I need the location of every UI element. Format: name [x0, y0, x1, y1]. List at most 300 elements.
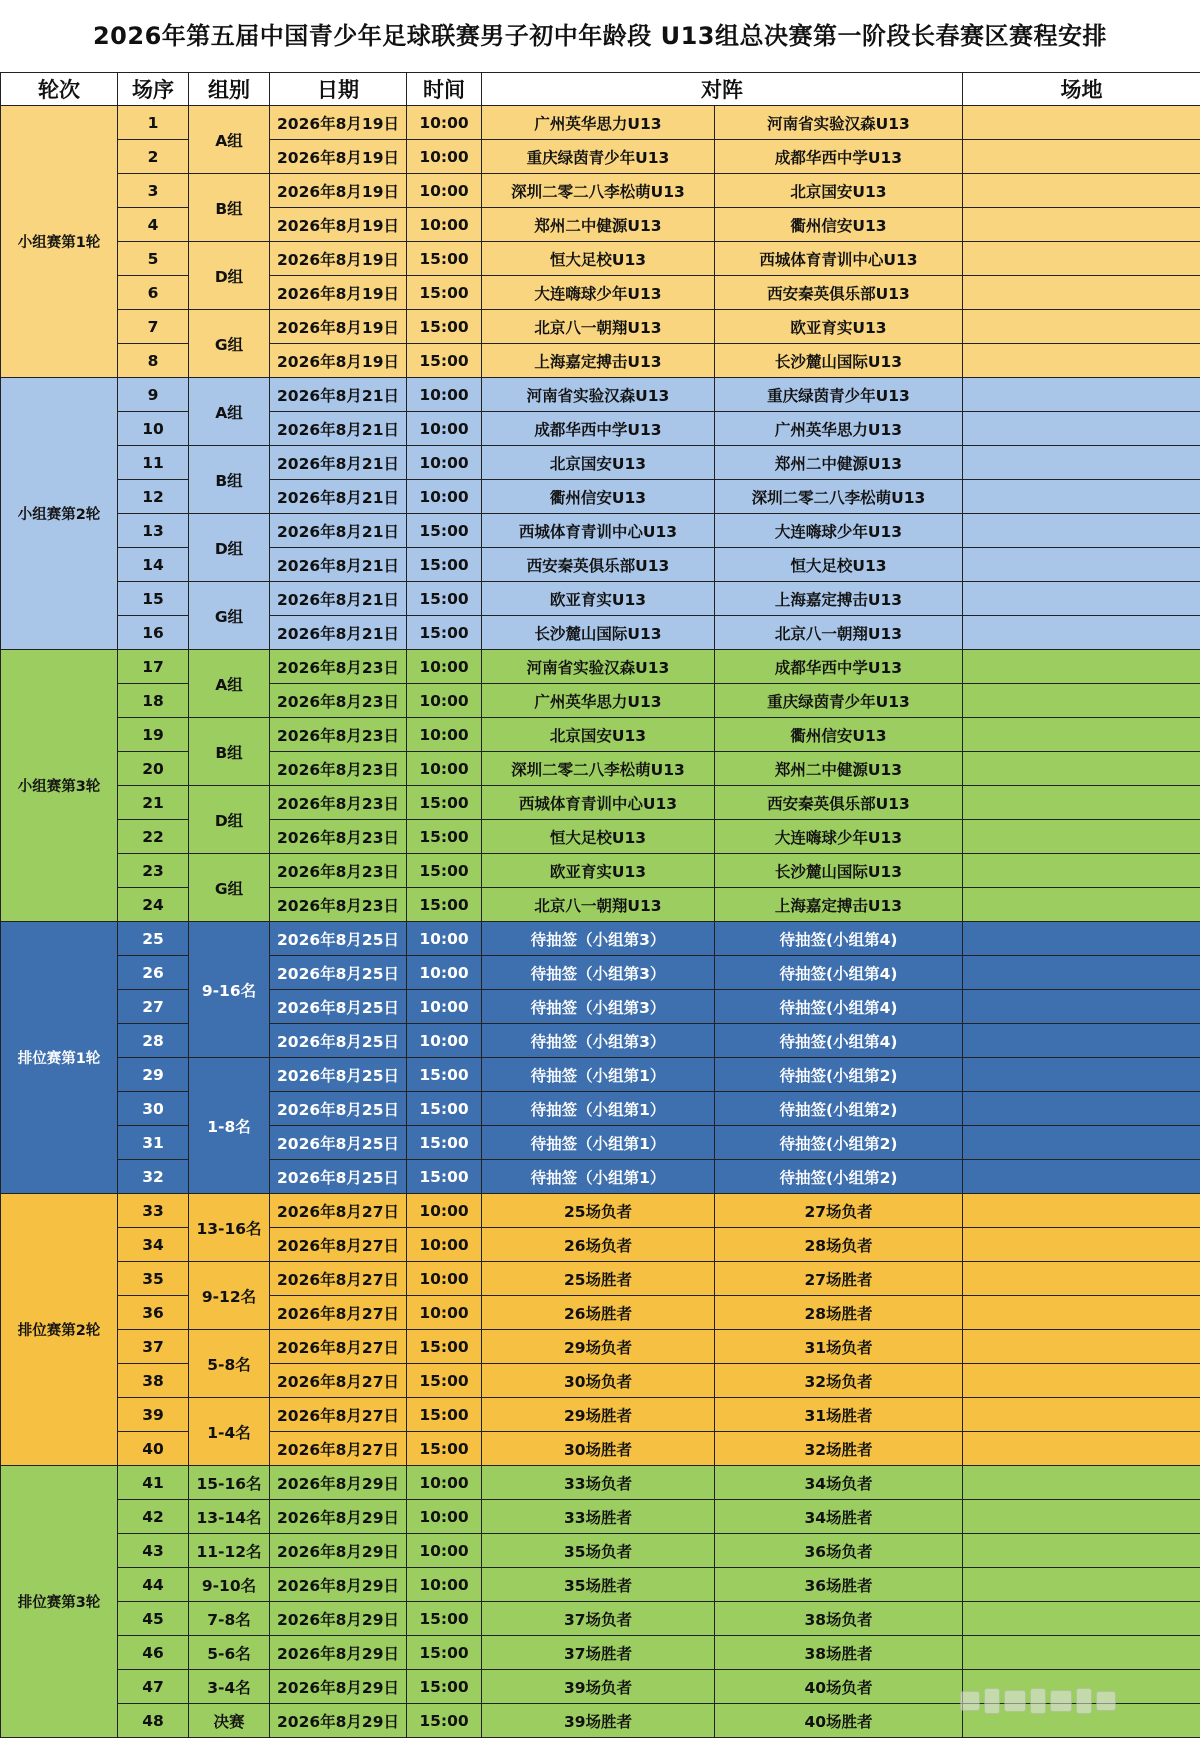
away-team-cell: 待抽签(小组第2) [715, 1058, 963, 1092]
away-team-cell: 广州英华思力U13 [715, 412, 963, 446]
table-row [1, 344, 1200, 378]
home-team-cell: 26场负者 [482, 1228, 715, 1262]
venue-cell [963, 1092, 1200, 1126]
group-cell: D组 [189, 514, 270, 582]
table-row [1, 1500, 1200, 1534]
away-team-cell: 北京八一朝翔U13 [715, 616, 963, 650]
match-no-cell: 1 [118, 106, 189, 140]
venue-cell [963, 990, 1200, 1024]
round-cell: 小组赛第2轮 [1, 378, 118, 650]
time-cell: 15:00 [407, 514, 482, 548]
match-no-cell: 2 [118, 140, 189, 174]
schedule-table [0, 72, 1200, 1738]
date-cell: 2026年8月23日 [270, 820, 407, 854]
table-row [1, 718, 1200, 752]
home-team-cell: 恒大足校U13 [482, 242, 715, 276]
group-cell: A组 [189, 650, 270, 718]
venue-cell [963, 1058, 1200, 1092]
venue-cell [963, 1364, 1200, 1398]
home-team-cell: 广州英华思力U13 [482, 684, 715, 718]
time-cell: 10:00 [407, 1228, 482, 1262]
time-cell: 15:00 [407, 786, 482, 820]
table-body [1, 106, 1200, 1738]
home-team-cell: 北京国安U13 [482, 718, 715, 752]
away-team-cell: 38场胜者 [715, 1636, 963, 1670]
home-team-cell: 待抽签（小组第3） [482, 922, 715, 956]
away-team-cell: 欧亚育实U13 [715, 310, 963, 344]
match-no-cell: 39 [118, 1398, 189, 1432]
match-no-cell: 25 [118, 922, 189, 956]
home-team-cell: 待抽签（小组第1） [482, 1058, 715, 1092]
away-team-cell: 长沙麓山国际U13 [715, 344, 963, 378]
group-cell: 3-4名 [189, 1670, 270, 1704]
venue-cell [963, 344, 1200, 378]
away-team-cell: 待抽签(小组第4) [715, 922, 963, 956]
match-no-cell: 5 [118, 242, 189, 276]
venue-cell [963, 582, 1200, 616]
time-cell: 10:00 [407, 378, 482, 412]
time-cell: 15:00 [407, 1364, 482, 1398]
away-team-cell: 大连嗨球少年U13 [715, 514, 963, 548]
date-cell: 2026年8月25日 [270, 1024, 407, 1058]
home-team-cell: 郑州二中健源U13 [482, 208, 715, 242]
group-cell: 9-12名 [189, 1262, 270, 1330]
home-team-cell: 成都华西中学U13 [482, 412, 715, 446]
venue-cell [963, 922, 1200, 956]
away-team-cell: 34场负者 [715, 1466, 963, 1500]
away-team-cell: 待抽签(小组第4) [715, 956, 963, 990]
venue-cell [963, 1398, 1200, 1432]
date-cell: 2026年8月27日 [270, 1398, 407, 1432]
table-row [1, 412, 1200, 446]
home-team-cell: 26场胜者 [482, 1296, 715, 1330]
away-team-cell: 待抽签(小组第2) [715, 1160, 963, 1194]
round-cell: 排位赛第2轮 [1, 1194, 118, 1466]
date-cell: 2026年8月19日 [270, 208, 407, 242]
date-cell: 2026年8月23日 [270, 684, 407, 718]
match-no-cell: 38 [118, 1364, 189, 1398]
home-team-cell: 欧亚育实U13 [482, 854, 715, 888]
table-row [1, 854, 1200, 888]
venue-cell [963, 1568, 1200, 1602]
watermark-logo [960, 1686, 1170, 1716]
home-team-cell: 33场负者 [482, 1466, 715, 1500]
table-row [1, 616, 1200, 650]
venue-cell [963, 106, 1200, 140]
group-cell: 9-10名 [189, 1568, 270, 1602]
group-cell: B组 [189, 718, 270, 786]
time-cell: 10:00 [407, 752, 482, 786]
away-team-cell: 衢州信安U13 [715, 718, 963, 752]
table-row [1, 1262, 1200, 1296]
time-cell: 10:00 [407, 1194, 482, 1228]
date-cell: 2026年8月21日 [270, 548, 407, 582]
date-cell: 2026年8月25日 [270, 1058, 407, 1092]
time-cell: 10:00 [407, 412, 482, 446]
home-team-cell: 37场负者 [482, 1602, 715, 1636]
away-team-cell: 28场胜者 [715, 1296, 963, 1330]
home-team-cell: 北京国安U13 [482, 446, 715, 480]
group-cell: 15-16名 [189, 1466, 270, 1500]
group-cell: 5-8名 [189, 1330, 270, 1398]
venue-cell [963, 1432, 1200, 1466]
venue-cell [963, 854, 1200, 888]
table-row [1, 378, 1200, 412]
date-cell: 2026年8月29日 [270, 1466, 407, 1500]
page-title: 2026年第五届中国青少年足球联赛男子初中年龄段 U13组总决赛第一阶段长春赛区赛程安排 [0, 0, 1200, 72]
date-cell: 2026年8月19日 [270, 310, 407, 344]
home-team-cell: 待抽签（小组第1） [482, 1126, 715, 1160]
home-team-cell: 30场胜者 [482, 1432, 715, 1466]
table-row [1, 106, 1200, 140]
away-team-cell: 成都华西中学U13 [715, 140, 963, 174]
date-cell: 2026年8月21日 [270, 480, 407, 514]
table-row [1, 990, 1200, 1024]
table-row [1, 1024, 1200, 1058]
date-cell: 2026年8月19日 [270, 140, 407, 174]
date-cell: 2026年8月19日 [270, 242, 407, 276]
away-team-cell: 36场负者 [715, 1534, 963, 1568]
table-row [1, 1092, 1200, 1126]
time-cell: 15:00 [407, 1058, 482, 1092]
home-team-cell: 河南省实验汉森U13 [482, 378, 715, 412]
time-cell: 15:00 [407, 242, 482, 276]
date-cell: 2026年8月27日 [270, 1364, 407, 1398]
watermark-bar [1030, 1688, 1046, 1714]
group-cell: B组 [189, 446, 270, 514]
table-row [1, 1296, 1200, 1330]
home-team-cell: 39场负者 [482, 1670, 715, 1704]
match-no-cell: 17 [118, 650, 189, 684]
date-cell: 2026年8月25日 [270, 990, 407, 1024]
time-cell: 15:00 [407, 310, 482, 344]
time-cell: 15:00 [407, 1092, 482, 1126]
home-team-cell: 恒大足校U13 [482, 820, 715, 854]
date-cell: 2026年8月27日 [270, 1228, 407, 1262]
match-no-cell: 40 [118, 1432, 189, 1466]
home-team-cell: 待抽签（小组第1） [482, 1160, 715, 1194]
group-cell: 11-12名 [189, 1534, 270, 1568]
time-cell: 15:00 [407, 854, 482, 888]
table-row [1, 1636, 1200, 1670]
time-cell: 15:00 [407, 344, 482, 378]
date-cell: 2026年8月21日 [270, 582, 407, 616]
away-team-cell: 长沙麓山国际U13 [715, 854, 963, 888]
home-team-cell: 大连嗨球少年U13 [482, 276, 715, 310]
away-team-cell: 河南省实验汉森U13 [715, 106, 963, 140]
table-row [1, 1194, 1200, 1228]
group-cell: G组 [189, 582, 270, 650]
time-cell: 10:00 [407, 1024, 482, 1058]
away-team-cell: 待抽签(小组第2) [715, 1126, 963, 1160]
home-team-cell: 39场胜者 [482, 1704, 715, 1738]
match-no-cell: 10 [118, 412, 189, 446]
venue-cell [963, 310, 1200, 344]
venue-cell [963, 1194, 1200, 1228]
away-team-cell: 31场负者 [715, 1330, 963, 1364]
home-team-cell: 29场负者 [482, 1330, 715, 1364]
date-cell: 2026年8月27日 [270, 1296, 407, 1330]
table-row [1, 820, 1200, 854]
home-team-cell: 长沙麓山国际U13 [482, 616, 715, 650]
venue-cell [963, 1228, 1200, 1262]
time-cell: 10:00 [407, 956, 482, 990]
venue-cell [963, 514, 1200, 548]
time-cell: 15:00 [407, 1670, 482, 1704]
date-cell: 2026年8月29日 [270, 1670, 407, 1704]
group-cell: 1-8名 [189, 1058, 270, 1194]
match-no-cell: 9 [118, 378, 189, 412]
away-team-cell: 恒大足校U13 [715, 548, 963, 582]
away-team-cell: 西安秦英俱乐部U13 [715, 276, 963, 310]
group-cell: B组 [189, 174, 270, 242]
date-cell: 2026年8月19日 [270, 106, 407, 140]
table-row [1, 1058, 1200, 1092]
away-team-cell: 待抽签(小组第4) [715, 1024, 963, 1058]
time-cell: 15:00 [407, 1432, 482, 1466]
match-no-cell: 46 [118, 1636, 189, 1670]
away-team-cell: 36场胜者 [715, 1568, 963, 1602]
match-no-cell: 31 [118, 1126, 189, 1160]
venue-cell [963, 242, 1200, 276]
match-no-cell: 12 [118, 480, 189, 514]
time-cell: 15:00 [407, 276, 482, 310]
time-cell: 10:00 [407, 1500, 482, 1534]
venue-cell [963, 1126, 1200, 1160]
away-team-cell: 成都华西中学U13 [715, 650, 963, 684]
table-row [1, 1228, 1200, 1262]
venue-cell [963, 650, 1200, 684]
round-cell: 小组赛第1轮 [1, 106, 118, 378]
home-team-cell: 北京八一朝翔U13 [482, 888, 715, 922]
date-cell: 2026年8月29日 [270, 1500, 407, 1534]
home-team-cell: 上海嘉定搏击U13 [482, 344, 715, 378]
venue-cell [963, 888, 1200, 922]
group-cell: 9-16名 [189, 922, 270, 1058]
home-team-cell: 广州英华思力U13 [482, 106, 715, 140]
time-cell: 10:00 [407, 1296, 482, 1330]
date-cell: 2026年8月23日 [270, 752, 407, 786]
home-team-cell: 西城体育青训中心U13 [482, 514, 715, 548]
table-row [1, 446, 1200, 480]
group-cell: D组 [189, 242, 270, 310]
time-cell: 10:00 [407, 650, 482, 684]
group-cell: A组 [189, 106, 270, 174]
table-row [1, 208, 1200, 242]
home-team-cell: 北京八一朝翔U13 [482, 310, 715, 344]
group-cell: D组 [189, 786, 270, 854]
table-row [1, 752, 1200, 786]
date-cell: 2026年8月23日 [270, 650, 407, 684]
time-cell: 15:00 [407, 888, 482, 922]
venue-cell [963, 1500, 1200, 1534]
away-team-cell: 34场胜者 [715, 1500, 963, 1534]
group-cell: 13-14名 [189, 1500, 270, 1534]
time-cell: 10:00 [407, 140, 482, 174]
watermark-bar [960, 1691, 980, 1711]
table-row [1, 548, 1200, 582]
match-no-cell: 3 [118, 174, 189, 208]
table-row [1, 242, 1200, 276]
away-team-cell: 31场胜者 [715, 1398, 963, 1432]
date-cell: 2026年8月19日 [270, 344, 407, 378]
time-cell: 10:00 [407, 208, 482, 242]
date-cell: 2026年8月25日 [270, 922, 407, 956]
match-no-cell: 14 [118, 548, 189, 582]
date-cell: 2026年8月23日 [270, 888, 407, 922]
venue-cell [963, 548, 1200, 582]
date-cell: 2026年8月19日 [270, 276, 407, 310]
home-team-cell: 待抽签（小组第3） [482, 1024, 715, 1058]
date-cell: 2026年8月21日 [270, 446, 407, 480]
watermark-bar [1050, 1690, 1072, 1712]
date-cell: 2026年8月21日 [270, 616, 407, 650]
home-team-cell: 待抽签（小组第3） [482, 990, 715, 1024]
away-team-cell: 40场胜者 [715, 1704, 963, 1738]
match-no-cell: 37 [118, 1330, 189, 1364]
away-team-cell: 27场胜者 [715, 1262, 963, 1296]
watermark-bar [1004, 1690, 1026, 1712]
table-row [1, 1432, 1200, 1466]
home-team-cell: 重庆绿茵青少年U13 [482, 140, 715, 174]
match-no-cell: 44 [118, 1568, 189, 1602]
time-cell: 10:00 [407, 1262, 482, 1296]
watermark-bar [1076, 1688, 1092, 1714]
table-row [1, 1364, 1200, 1398]
away-team-cell: 大连嗨球少年U13 [715, 820, 963, 854]
venue-cell [963, 752, 1200, 786]
group-cell: 7-8名 [189, 1602, 270, 1636]
date-cell: 2026年8月27日 [270, 1432, 407, 1466]
group-cell: G组 [189, 854, 270, 922]
match-no-cell: 42 [118, 1500, 189, 1534]
match-no-cell: 7 [118, 310, 189, 344]
table-row [1, 480, 1200, 514]
time-cell: 10:00 [407, 106, 482, 140]
group-cell: G组 [189, 310, 270, 378]
round-cell: 排位赛第3轮 [1, 1466, 118, 1738]
venue-cell [963, 1024, 1200, 1058]
away-team-cell: 北京国安U13 [715, 174, 963, 208]
venue-cell [963, 174, 1200, 208]
header-date: 日期 [270, 73, 407, 106]
time-cell: 15:00 [407, 548, 482, 582]
date-cell: 2026年8月27日 [270, 1262, 407, 1296]
table-row [1, 1466, 1200, 1500]
match-no-cell: 34 [118, 1228, 189, 1262]
date-cell: 2026年8月21日 [270, 378, 407, 412]
match-no-cell: 30 [118, 1092, 189, 1126]
time-cell: 15:00 [407, 1636, 482, 1670]
away-team-cell: 38场负者 [715, 1602, 963, 1636]
date-cell: 2026年8月25日 [270, 1092, 407, 1126]
match-no-cell: 35 [118, 1262, 189, 1296]
venue-cell [963, 1330, 1200, 1364]
table-row [1, 276, 1200, 310]
home-team-cell: 西安秦英俱乐部U13 [482, 548, 715, 582]
time-cell: 10:00 [407, 1534, 482, 1568]
time-cell: 15:00 [407, 1160, 482, 1194]
time-cell: 15:00 [407, 1330, 482, 1364]
time-cell: 10:00 [407, 480, 482, 514]
away-team-cell: 重庆绿茵青少年U13 [715, 378, 963, 412]
header-time: 时间 [407, 73, 482, 106]
match-no-cell: 23 [118, 854, 189, 888]
away-team-cell: 重庆绿茵青少年U13 [715, 684, 963, 718]
venue-cell [963, 412, 1200, 446]
time-cell: 15:00 [407, 1398, 482, 1432]
date-cell: 2026年8月27日 [270, 1330, 407, 1364]
venue-cell [963, 1602, 1200, 1636]
home-team-cell: 河南省实验汉森U13 [482, 650, 715, 684]
home-team-cell: 30场负者 [482, 1364, 715, 1398]
home-team-cell: 衢州信安U13 [482, 480, 715, 514]
table-row [1, 1160, 1200, 1194]
table-row [1, 684, 1200, 718]
time-cell: 10:00 [407, 684, 482, 718]
table-row [1, 1602, 1200, 1636]
table-row [1, 1398, 1200, 1432]
match-no-cell: 21 [118, 786, 189, 820]
time-cell: 15:00 [407, 582, 482, 616]
time-cell: 10:00 [407, 1568, 482, 1602]
venue-cell [963, 956, 1200, 990]
match-no-cell: 8 [118, 344, 189, 378]
time-cell: 10:00 [407, 1466, 482, 1500]
home-team-cell: 深圳二零二八李松萌U13 [482, 752, 715, 786]
venue-cell [963, 1160, 1200, 1194]
header-group: 组别 [189, 73, 270, 106]
home-team-cell: 33场胜者 [482, 1500, 715, 1534]
home-team-cell: 25场胜者 [482, 1262, 715, 1296]
match-no-cell: 36 [118, 1296, 189, 1330]
venue-cell [963, 1296, 1200, 1330]
away-team-cell: 衢州信安U13 [715, 208, 963, 242]
home-team-cell: 欧亚育实U13 [482, 582, 715, 616]
venue-cell [963, 1262, 1200, 1296]
table-row [1, 1534, 1200, 1568]
home-team-cell: 35场负者 [482, 1534, 715, 1568]
header-matchup: 对阵 [482, 73, 963, 106]
away-team-cell: 上海嘉定搏击U13 [715, 888, 963, 922]
venue-cell [963, 140, 1200, 174]
match-no-cell: 16 [118, 616, 189, 650]
match-no-cell: 15 [118, 582, 189, 616]
away-team-cell: 32场胜者 [715, 1432, 963, 1466]
home-team-cell: 待抽签（小组第3） [482, 956, 715, 990]
date-cell: 2026年8月29日 [270, 1602, 407, 1636]
table-row [1, 650, 1200, 684]
table-row [1, 922, 1200, 956]
group-cell: A组 [189, 378, 270, 446]
watermark-bar [1096, 1691, 1116, 1711]
venue-cell [963, 684, 1200, 718]
group-cell: 5-6名 [189, 1636, 270, 1670]
away-team-cell: 待抽签(小组第4) [715, 990, 963, 1024]
date-cell: 2026年8月29日 [270, 1636, 407, 1670]
time-cell: 10:00 [407, 990, 482, 1024]
match-no-cell: 13 [118, 514, 189, 548]
time-cell: 15:00 [407, 1602, 482, 1636]
date-cell: 2026年8月25日 [270, 956, 407, 990]
venue-cell [963, 820, 1200, 854]
header-row [1, 73, 1200, 106]
date-cell: 2026年8月25日 [270, 1160, 407, 1194]
match-no-cell: 18 [118, 684, 189, 718]
match-no-cell: 48 [118, 1704, 189, 1738]
date-cell: 2026年8月23日 [270, 854, 407, 888]
time-cell: 15:00 [407, 820, 482, 854]
